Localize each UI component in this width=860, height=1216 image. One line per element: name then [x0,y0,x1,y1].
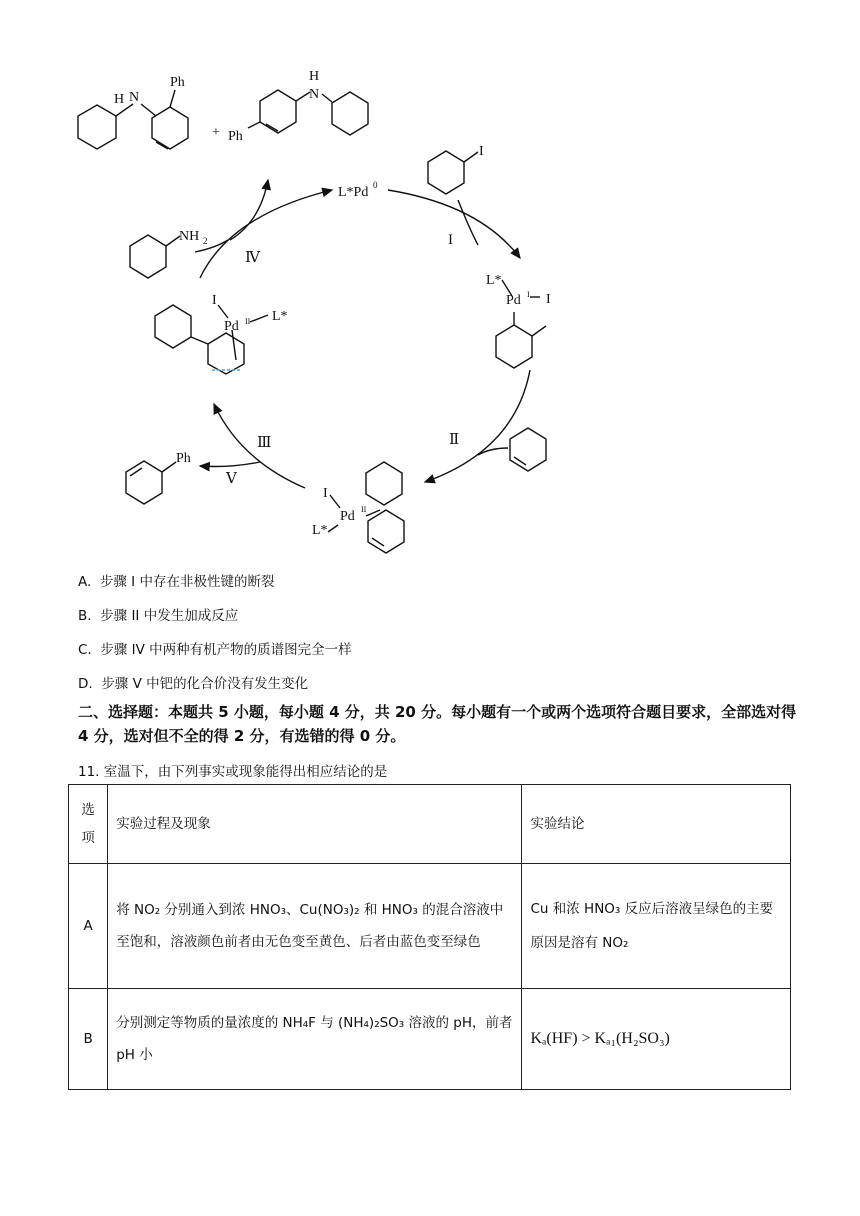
product-2-n-label: N [309,87,320,102]
option-d [78,672,308,692]
bottom-pd-sup: II [361,505,367,514]
cyclohexene-structure [510,428,546,471]
option-c-letter: C. [78,642,92,658]
option-d-text: 步骤 V 中钯的化合价没有发生变化 [101,676,309,692]
option-c-text: 步骤 IV 中两种有机产物的质谱图完全一样 [100,642,352,658]
product-1-n-label: N [129,90,140,105]
aniline-nh2-sub: 2 [203,236,208,246]
catalyst-sup: 0 [373,180,378,190]
header-option-top: 选 [81,802,95,818]
product-2-structure [248,90,368,135]
left-pd-pd: Pd [224,319,239,334]
arrow-step-2 [425,370,530,482]
catalytic-cycle-diagram [0,0,860,560]
step-4-label: Ⅳ [245,250,260,266]
step-3-label: Ⅲ [257,435,272,451]
pd-cyclohexyl-structure [155,305,268,374]
row-b-conclusion: Kₐ(HF) > Kₐ₁(H₂SO₃) [522,989,791,1090]
product-1-h-label: H [114,92,125,107]
arrow-step-5 [200,462,260,467]
question-number: 11. [78,764,100,780]
option-d-letter: D. [78,676,93,692]
option-b-letter: B. [78,608,92,624]
step-2-label: Ⅱ [449,432,460,448]
row-a-procedure: 将 NO₂ 分别通入到浓 HNO₃、Cu(NO₃)₂ 和 HNO₃ 的混合溶液中至饱和，溶液颜色前者由无色变至黄色、后者由蓝色变至绿色 [108,864,522,989]
experiment-table [68,784,791,1090]
question-text: 室温下，由下列事实或现象能得出相应结论的是 [103,764,388,780]
aryl-pd-sup: I [527,290,530,299]
product-1-ph-label: Ph [170,75,185,90]
bottom-pd-i: I [323,486,328,501]
option-b-text: 步骤 II 中发生加成反应 [100,608,239,624]
plus-sign: + [212,125,220,140]
aryl-pd-lstar: L* [486,273,502,288]
left-pd-sup: II [245,317,251,326]
product-2-h-label: H [309,69,320,84]
aryl-pd-structure [496,280,546,368]
option-a-letter: A. [78,574,92,590]
option-a-text: 步骤 I 中存在非极性键的断裂 [99,574,275,590]
row-b-procedure: 分别测定等物质的量浓度的 NH₄F 与 (NH₄)₂SO₃ 溶液的 pH，前者 pH 小 [108,989,522,1090]
row-b-option: B [69,989,108,1090]
step-1-label: I [448,232,453,248]
arrow-step-4 [200,190,332,278]
aryl-pd-i: I [546,292,551,307]
iodoarene-i-label: I [479,144,484,159]
question-11 [78,760,387,780]
step-5-label: Ⅴ [226,471,237,487]
bottom-pd-lstar: L* [312,523,328,538]
row-a-option: A [69,864,108,989]
option-a [78,570,274,590]
left-pd-i: I [212,293,217,308]
option-c [78,638,352,658]
option-b [78,604,238,624]
catalyst-label: L*Pd [338,185,369,200]
phenylcyclohexene-ph: Ph [176,451,191,466]
arrow-products [230,180,268,240]
iodoarene-structure [428,151,478,194]
phenylcyclohexene-structure [126,461,176,504]
table-row [69,864,791,989]
aniline-nh2-label: NH [179,229,200,244]
table-row [69,989,791,1090]
section-heading: 二、选择题：本题共 5 小题，每小题 4 分，共 20 分。每小题有一个或两个选项符合题目要求，全部选对得 4 分，选对但不全的得 2 分，有选错的得 0 分。 [78,703,797,745]
header-conclusion: 实验结论 [522,785,791,864]
left-pd-lstar: L* [272,309,288,324]
aryl-pd-pd: Pd [506,293,521,308]
table-header-row [69,785,791,864]
row-a-conclusion: Cu 和浓 HNO₃ 反应后溶液呈绿色的主要原因是溶有 NO₂ [522,864,791,989]
header-option-cell [69,785,108,864]
bottom-pd-pd: Pd [340,509,355,524]
product-2-ph-label: Ph [228,129,243,144]
header-procedure: 实验过程及现象 [108,785,522,864]
arrow-step-1 [388,190,520,258]
aniline-structure [130,235,180,278]
header-option-bottom: 项 [81,830,95,846]
